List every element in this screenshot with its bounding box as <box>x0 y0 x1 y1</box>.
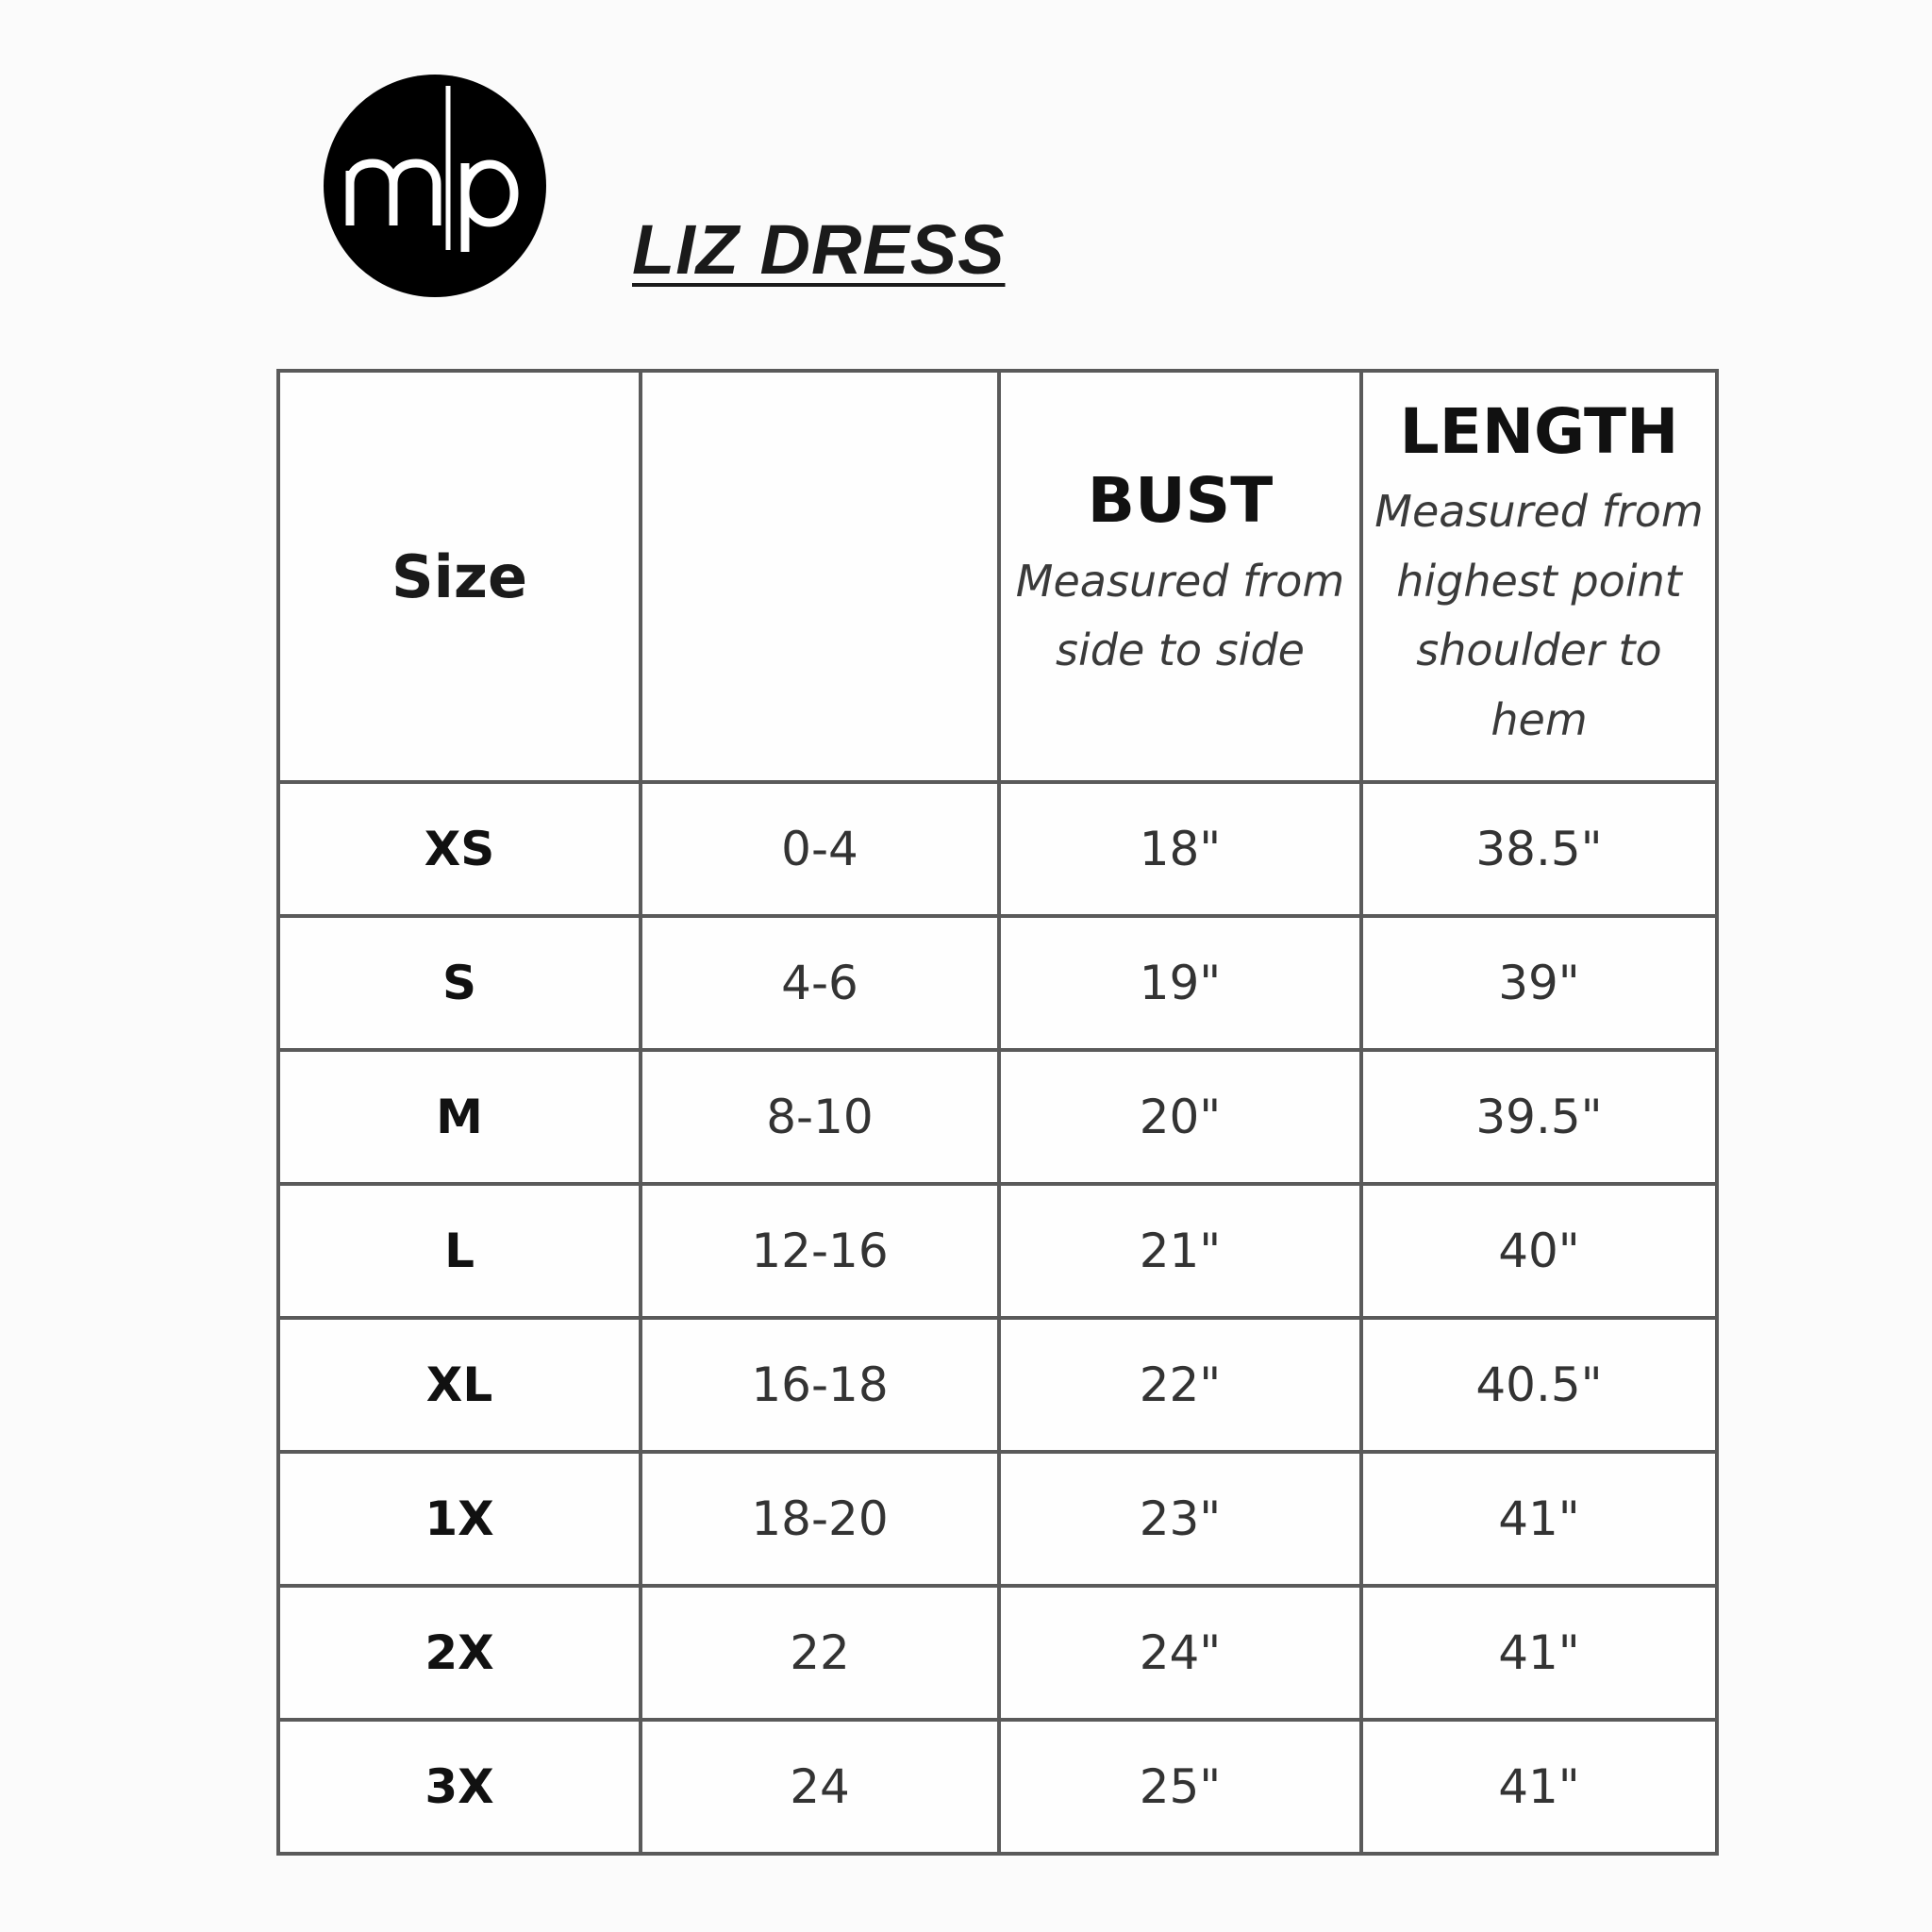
table-row <box>278 1586 1717 1720</box>
length-cell: 40.5" <box>1361 1318 1717 1452</box>
size-cell: XS <box>278 782 641 916</box>
header-length <box>1361 371 1717 782</box>
size-cell: S <box>278 916 641 1050</box>
header-bust-note: Measured from side to side <box>1015 555 1345 676</box>
size-cell: L <box>278 1184 641 1318</box>
product-title: LIZ DRESS <box>632 210 1006 289</box>
bust-cell: 23" <box>999 1452 1361 1586</box>
bust-cell: 22" <box>999 1318 1361 1452</box>
header-bust-label: BUST <box>1087 464 1274 538</box>
bust-cell: 20" <box>999 1050 1361 1184</box>
length-cell: 41" <box>1361 1720 1717 1854</box>
table-row <box>278 782 1717 916</box>
length-cell: 38.5" <box>1361 782 1717 916</box>
us-size-cell: 8-10 <box>641 1050 999 1184</box>
table-row <box>278 1050 1717 1184</box>
us-size-cell: 18-20 <box>641 1452 999 1586</box>
header-length-label: LENGTH <box>1399 394 1679 468</box>
header-size-label: Size <box>391 541 528 611</box>
us-size-cell: 24 <box>641 1720 999 1854</box>
brand-logo <box>324 75 546 297</box>
header-us-size <box>641 371 999 782</box>
size-cell: 2X <box>278 1586 641 1720</box>
length-cell: 39" <box>1361 916 1717 1050</box>
table-row <box>278 1452 1717 1586</box>
table-row <box>278 1184 1717 1318</box>
table-row <box>278 1318 1717 1452</box>
size-cell: 1X <box>278 1452 641 1586</box>
bust-cell: 21" <box>999 1184 1361 1318</box>
size-cell: 3X <box>278 1720 641 1854</box>
us-size-cell: 4-6 <box>641 916 999 1050</box>
table-row <box>278 916 1717 1050</box>
length-cell: 41" <box>1361 1452 1717 1586</box>
us-size-cell: 12-16 <box>641 1184 999 1318</box>
length-cell: 39.5" <box>1361 1050 1717 1184</box>
header-bust <box>999 371 1361 782</box>
bust-cell: 24" <box>999 1586 1361 1720</box>
table-row <box>278 1720 1717 1854</box>
bust-cell: 25" <box>999 1720 1361 1854</box>
size-chart-table <box>276 369 1719 1856</box>
table-header-row <box>278 371 1717 782</box>
bust-cell: 18" <box>999 782 1361 916</box>
size-cell: XL <box>278 1318 641 1452</box>
length-cell: 41" <box>1361 1586 1717 1720</box>
header-length-note: Measured from highest point shoulder to hem <box>1374 486 1704 745</box>
bust-cell: 19" <box>999 916 1361 1050</box>
size-cell: M <box>278 1050 641 1184</box>
us-size-cell: 22 <box>641 1586 999 1720</box>
us-size-cell: 16-18 <box>641 1318 999 1452</box>
us-size-cell: 0-4 <box>641 782 999 916</box>
mp-logo-icon <box>324 75 546 297</box>
length-cell: 40" <box>1361 1184 1717 1318</box>
header-size <box>278 371 641 782</box>
